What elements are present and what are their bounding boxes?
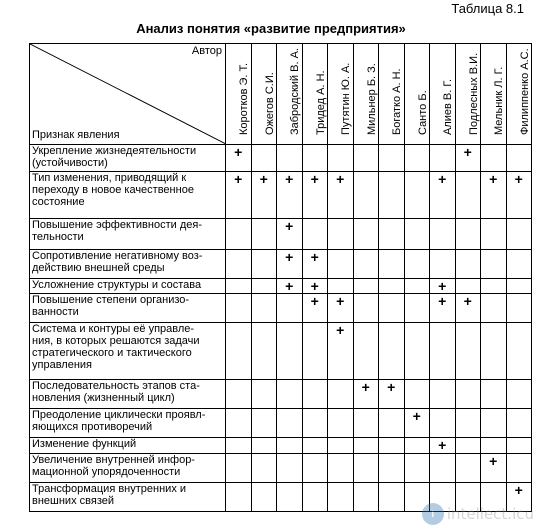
mark-cell <box>379 279 405 294</box>
mark-cell <box>379 294 405 323</box>
mark-cell <box>226 294 252 323</box>
mark-cell <box>379 454 405 483</box>
author-header-cell <box>328 44 354 145</box>
mark-cell <box>353 250 379 279</box>
plus-mark: + <box>336 293 345 309</box>
feature-text-line: Тип изменения, приводящий к <box>32 172 187 184</box>
header-corner-cell <box>30 44 226 145</box>
mark-cell <box>251 438 277 454</box>
mark-cell <box>226 323 252 380</box>
feature-cell <box>30 454 226 483</box>
mark-cell <box>430 409 456 438</box>
mark-cell <box>251 250 277 279</box>
table-row <box>30 279 532 294</box>
author-header-label: Автор <box>191 45 222 57</box>
mark-cell <box>481 172 507 219</box>
feature-text-line: внешних связей <box>32 495 114 507</box>
table-row <box>30 409 532 438</box>
feature-text-line: Усложнение структуры и состава <box>32 279 202 291</box>
mark-cell <box>302 279 328 294</box>
mark-cell <box>328 380 354 409</box>
mark-cell <box>353 172 379 219</box>
author-header-cell <box>481 44 507 145</box>
feature-text-line: Повышение эффективности дея- <box>32 219 202 231</box>
plus-mark: + <box>234 171 243 187</box>
mark-cell <box>277 380 303 409</box>
mark-cell <box>302 172 328 219</box>
author-name: Забродский В. А. <box>289 48 302 135</box>
feature-cell <box>30 279 226 294</box>
feature-text-line: яющихся противоречий <box>32 421 153 433</box>
table-row <box>30 294 532 323</box>
mark-cell <box>328 219 354 250</box>
feature-cell <box>30 438 226 454</box>
mark-cell <box>379 250 405 279</box>
feature-text-line: Трансформация внутренних и <box>32 483 187 495</box>
mark-cell <box>328 409 354 438</box>
mark-cell <box>404 323 430 380</box>
table-row <box>30 145 532 172</box>
plus-mark: + <box>285 278 294 294</box>
mark-cell <box>379 380 405 409</box>
mark-cell <box>430 145 456 172</box>
mark-cell <box>404 145 430 172</box>
mark-cell <box>302 323 328 380</box>
mark-cell <box>277 483 303 512</box>
mark-cell <box>353 279 379 294</box>
mark-cell <box>226 380 252 409</box>
mark-cell <box>379 219 405 250</box>
plus-mark: + <box>310 278 319 294</box>
mark-cell <box>251 323 277 380</box>
mark-cell <box>353 145 379 172</box>
mark-cell <box>455 454 481 483</box>
author-header-cell <box>226 44 252 145</box>
mark-cell <box>226 145 252 172</box>
mark-cell <box>404 172 430 219</box>
mark-cell <box>430 172 456 219</box>
plus-mark: + <box>361 379 370 395</box>
feature-cell <box>30 380 226 409</box>
author-name: Подлесных В.И. <box>467 52 480 135</box>
mark-cell <box>379 172 405 219</box>
mark-cell <box>481 438 507 454</box>
feature-text-line: Система и контуры её управле- <box>32 323 195 335</box>
mark-cell <box>328 279 354 294</box>
author-name: Богатко А. Н. <box>391 68 404 135</box>
feature-text-line: Повышение степени организо- <box>32 294 190 306</box>
mark-cell <box>481 219 507 250</box>
feature-text-line: тельности <box>32 231 84 243</box>
mark-cell <box>430 454 456 483</box>
mark-cell <box>506 294 532 323</box>
feature-cell <box>30 172 226 219</box>
mark-cell <box>328 454 354 483</box>
mark-cell <box>277 250 303 279</box>
mark-cell <box>379 483 405 512</box>
mark-cell <box>277 145 303 172</box>
mark-cell <box>302 250 328 279</box>
mark-cell <box>353 323 379 380</box>
plus-mark: + <box>489 453 498 469</box>
mark-cell <box>404 279 430 294</box>
plus-mark: + <box>514 482 523 498</box>
mark-cell <box>353 438 379 454</box>
mark-cell <box>404 438 430 454</box>
mark-cell <box>277 409 303 438</box>
mark-cell <box>481 294 507 323</box>
mark-cell <box>226 172 252 219</box>
author-name: Коротков Э. Т. <box>238 62 251 135</box>
mark-cell <box>251 380 277 409</box>
feature-text-line: Преодоление циклически проявл- <box>32 409 206 421</box>
feature-text-line: Последовательность этапов ста- <box>32 380 200 392</box>
mark-cell <box>251 172 277 219</box>
mark-cell <box>404 294 430 323</box>
mark-cell <box>328 438 354 454</box>
feature-text-line: стратегического и тактического <box>32 347 192 359</box>
mark-cell <box>455 294 481 323</box>
mark-cell <box>455 172 481 219</box>
mark-cell <box>404 219 430 250</box>
author-header-cell <box>302 44 328 145</box>
mark-cell <box>455 323 481 380</box>
mark-cell <box>506 219 532 250</box>
plus-mark: + <box>412 408 421 424</box>
plus-mark: + <box>285 249 294 265</box>
mark-cell <box>481 323 507 380</box>
plus-mark: + <box>438 171 447 187</box>
mark-cell <box>455 438 481 454</box>
author-header-cell <box>455 44 481 145</box>
plus-mark: + <box>285 171 294 187</box>
mark-cell <box>328 172 354 219</box>
mark-cell <box>302 294 328 323</box>
author-name: Мильнер Б. З. <box>365 63 378 135</box>
mark-cell <box>404 250 430 279</box>
mark-cell <box>226 483 252 512</box>
mark-cell <box>277 438 303 454</box>
mark-cell <box>277 454 303 483</box>
plus-mark: + <box>387 379 396 395</box>
feature-text-line: действию внешней среды <box>32 262 165 274</box>
mark-cell <box>251 279 277 294</box>
mark-cell <box>353 483 379 512</box>
author-header-cell <box>430 44 456 145</box>
mark-cell <box>455 380 481 409</box>
table-row <box>30 454 532 483</box>
author-header-cell <box>379 44 405 145</box>
mark-cell <box>277 294 303 323</box>
mark-cell <box>506 145 532 172</box>
feature-text-line: Увеличение внутренней инфор- <box>32 454 195 466</box>
mark-cell <box>506 323 532 380</box>
plus-mark: + <box>438 278 447 294</box>
mark-cell <box>455 250 481 279</box>
analysis-table <box>29 43 532 512</box>
mark-cell <box>353 380 379 409</box>
mark-cell <box>481 380 507 409</box>
mark-cell <box>404 454 430 483</box>
mark-cell <box>302 454 328 483</box>
plus-mark: + <box>463 293 472 309</box>
author-name: Путятин Ю. А. <box>340 62 353 135</box>
author-header-cell <box>404 44 430 145</box>
mark-cell <box>379 409 405 438</box>
feature-cell <box>30 219 226 250</box>
author-name: Мельник Л. Г. <box>493 66 506 135</box>
mark-cell <box>353 219 379 250</box>
mark-cell <box>277 323 303 380</box>
table-title: Анализ понятия «развитие предприятия» <box>136 21 406 36</box>
mark-cell <box>404 409 430 438</box>
mark-cell <box>379 323 405 380</box>
mark-cell <box>455 145 481 172</box>
feature-text-line: Изменение функций <box>32 438 137 450</box>
mark-cell <box>302 145 328 172</box>
author-name: Ожегов С.И. <box>263 72 276 135</box>
feature-cell <box>30 409 226 438</box>
watermark-logo-icon: i <box>422 503 444 525</box>
author-header-cell <box>353 44 379 145</box>
mark-cell <box>328 250 354 279</box>
mark-cell <box>506 172 532 219</box>
author-header-cell <box>277 44 303 145</box>
mark-cell <box>404 380 430 409</box>
mark-cell <box>353 454 379 483</box>
mark-cell <box>251 145 277 172</box>
mark-cell <box>430 279 456 294</box>
table-row <box>30 219 532 250</box>
feature-text-line: переходу в новое качественное <box>32 184 194 196</box>
mark-cell <box>430 438 456 454</box>
mark-cell <box>506 454 532 483</box>
mark-cell <box>251 219 277 250</box>
table-row <box>30 380 532 409</box>
mark-cell <box>379 438 405 454</box>
mark-cell <box>302 483 328 512</box>
feature-text-line: новления (жизненный цикл) <box>32 392 175 404</box>
mark-cell <box>277 279 303 294</box>
plus-mark: + <box>514 171 523 187</box>
mark-cell <box>226 279 252 294</box>
plus-mark: + <box>489 171 498 187</box>
mark-cell <box>481 454 507 483</box>
plus-mark: + <box>285 218 294 234</box>
mark-cell <box>506 380 532 409</box>
mark-cell <box>302 438 328 454</box>
mark-cell <box>379 145 405 172</box>
mark-cell <box>226 219 252 250</box>
feature-cell <box>30 323 226 380</box>
table-row <box>30 323 532 380</box>
mark-cell <box>506 409 532 438</box>
plus-mark: + <box>438 437 447 453</box>
table-header-row <box>30 44 532 145</box>
author-name: Филиппенко А.С. <box>518 48 531 135</box>
author-name: Алиев В. Г. <box>442 78 455 135</box>
author-name: Санто Б. <box>416 90 429 135</box>
feature-text-line: ванности <box>32 306 79 318</box>
feature-cell <box>30 483 226 512</box>
mark-cell <box>430 294 456 323</box>
mark-cell <box>481 409 507 438</box>
feature-header-label: Признак явления <box>32 129 120 141</box>
author-header-cell <box>506 44 532 145</box>
feature-text-line: состояние <box>32 196 85 208</box>
watermark-text: intellect.icu <box>446 505 534 523</box>
plus-mark: + <box>336 171 345 187</box>
mark-cell <box>251 409 277 438</box>
mark-cell <box>302 219 328 250</box>
mark-cell <box>430 323 456 380</box>
mark-cell <box>226 250 252 279</box>
table-number: Таблица 8.1 <box>451 1 524 16</box>
mark-cell <box>328 145 354 172</box>
mark-cell <box>430 380 456 409</box>
author-header-cell <box>251 44 277 145</box>
plus-mark: + <box>259 171 268 187</box>
mark-cell <box>455 219 481 250</box>
feature-text-line: управления <box>32 359 92 371</box>
feature-text-line: ния, в которых решаются задачи <box>32 335 200 347</box>
mark-cell <box>455 279 481 294</box>
mark-cell <box>251 454 277 483</box>
plus-mark: + <box>310 171 319 187</box>
feature-text-line: мационной упорядоченности <box>32 466 181 478</box>
mark-cell <box>430 250 456 279</box>
mark-cell <box>328 294 354 323</box>
mark-cell <box>226 454 252 483</box>
mark-cell <box>302 409 328 438</box>
mark-cell <box>226 438 252 454</box>
mark-cell <box>302 380 328 409</box>
table-row <box>30 438 532 454</box>
mark-cell <box>328 323 354 380</box>
mark-cell <box>506 279 532 294</box>
mark-cell <box>481 279 507 294</box>
feature-text-line: Сопротивление негативному воз- <box>32 250 203 262</box>
table-row <box>30 172 532 219</box>
mark-cell <box>226 409 252 438</box>
mark-cell <box>277 219 303 250</box>
plus-mark: + <box>463 144 472 160</box>
mark-cell <box>506 250 532 279</box>
mark-cell <box>328 483 354 512</box>
mark-cell <box>481 250 507 279</box>
mark-cell <box>506 438 532 454</box>
table-row <box>30 250 532 279</box>
feature-text-line: (устойчивости) <box>32 157 108 169</box>
mark-cell <box>251 294 277 323</box>
feature-cell <box>30 145 226 172</box>
mark-cell <box>277 172 303 219</box>
watermark <box>422 503 534 525</box>
plus-mark: + <box>234 144 243 160</box>
plus-mark: + <box>310 293 319 309</box>
mark-cell <box>353 409 379 438</box>
mark-cell <box>455 409 481 438</box>
author-name: Тридед А. Н. <box>314 70 327 135</box>
feature-text-line: Укрепление жизнедеятельности <box>32 145 197 157</box>
feature-cell <box>30 250 226 279</box>
plus-mark: + <box>336 322 345 338</box>
plus-mark: + <box>310 249 319 265</box>
plus-mark: + <box>438 293 447 309</box>
mark-cell <box>430 219 456 250</box>
mark-cell <box>353 294 379 323</box>
feature-cell <box>30 294 226 323</box>
mark-cell <box>481 145 507 172</box>
mark-cell <box>251 483 277 512</box>
